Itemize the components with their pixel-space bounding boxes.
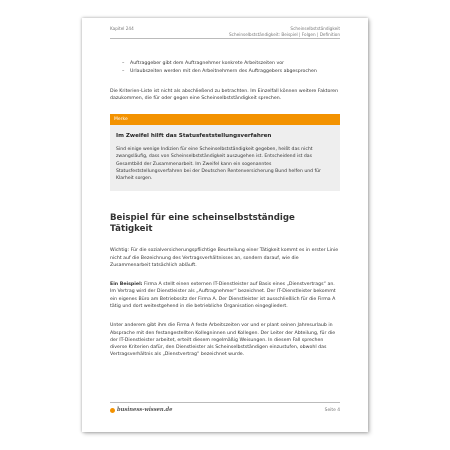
example-text: Firma A stellt einen externen IT-Dienstleister auf Basis eines „Dienstvertrags“ an. Im Vertrag wird der Dienstleister als „Auftragnehmer“ bezeichnet. Der IT-Dienstleister bekommt ein eigenes Büro am Betriebssitz der Firma A. Der Dienstleister ist ausschließlich für die Firma A tätig und dort weitestgehend in die betriebliche Organisation eingegliedert. <box>110 282 336 309</box>
logo-text: business-wissen.de <box>117 407 173 413</box>
header-subtitle: Scheinselbstständigkeit: Beispiel | Folgen | Definition <box>229 32 340 37</box>
footer-logo <box>110 407 172 413</box>
chapter-label: Kapitel 244 <box>110 26 134 31</box>
intro-paragraph: Die Kriterien-Liste ist nicht als abschließend zu betrachten. Im Einzelfall können weitere Faktoren dazukommen, die für oder gegen eine Scheinselbstständigkeit sprechen. <box>110 88 339 101</box>
footer-divider <box>110 402 340 403</box>
notice-box-label: Merke <box>110 114 340 125</box>
criteria-list <box>110 60 340 76</box>
page-content <box>110 60 340 371</box>
list-item-text: Auftraggeber gibt dem Auftragnehmer konkrete Arbeitszeiten vor <box>130 61 285 66</box>
logo-dot-icon <box>110 408 115 413</box>
notice-box-title: Im Zweifel hilft das Statusfeststellungsverfahren <box>116 133 272 140</box>
document-page <box>82 18 368 432</box>
notice-box <box>110 114 340 191</box>
example-label: Ein Beispiel: <box>110 282 143 288</box>
header-divider <box>110 38 340 39</box>
section-paragraph-important: Wichtig: Für die sozialversicherungspflichtige Beurteilung einer Tätigkeit kommt es in erster Linie nicht auf die Bezeichnung des Vertragsverhältnisses an, sondern darauf, wie die Zusammenarbeit tatsächlich abläuft. <box>110 248 339 268</box>
section-paragraph-conclusion: Unter anderem gibt ihm die Firma A feste Arbeitszeiten vor und er plant seinen Jahresurlaub in Absprache mit den festangestellten Kollegninnen und Kollegen. Der Leiter der Abteilung, für die der IT-Dienstleister arbeitet, erteilt diesem regelmäßig Weisungen. In diesem Fall sprechen diverse Kriterien dafür, den Dienstleister als Scheinselbstständigen einzustufen, obwohl das Vertragsverhältnis als „Dienstvertrag“ bezeichnet wurde. <box>110 323 336 358</box>
notice-box-text: Sind einige wenige Indizien für eine Scheinselbstständigkeit gegeben, heißt das nicht zwangsläufig, dass von Scheinselbstständigkeit auszugehen ist. Entscheidend ist das Gesamtbild der Zusammenarbeit. Im Zweifel kann ein sogenanntes Statusfeststellungsverfahren bei der Deutschen Rentenversicherung Bund helfen und für Klarheit sorgen. <box>116 147 321 181</box>
header-title: Scheinselbstständigkeit <box>290 26 340 31</box>
bullet-dash: – <box>122 61 125 66</box>
list-item <box>122 60 340 67</box>
section-heading: Beispiel für eine scheinselbstständige Tätigkeit <box>110 213 295 235</box>
list-item <box>122 68 340 75</box>
notice-box-body <box>110 125 340 191</box>
example-paragraph <box>110 281 340 310</box>
page-number: Seite 4 <box>324 408 340 413</box>
bullet-dash: – <box>122 69 125 75</box>
list-item-text: Urlaubszeiten werden mit den Arbeitnehmern des Auftraggebers abgesprochen <box>130 69 317 75</box>
